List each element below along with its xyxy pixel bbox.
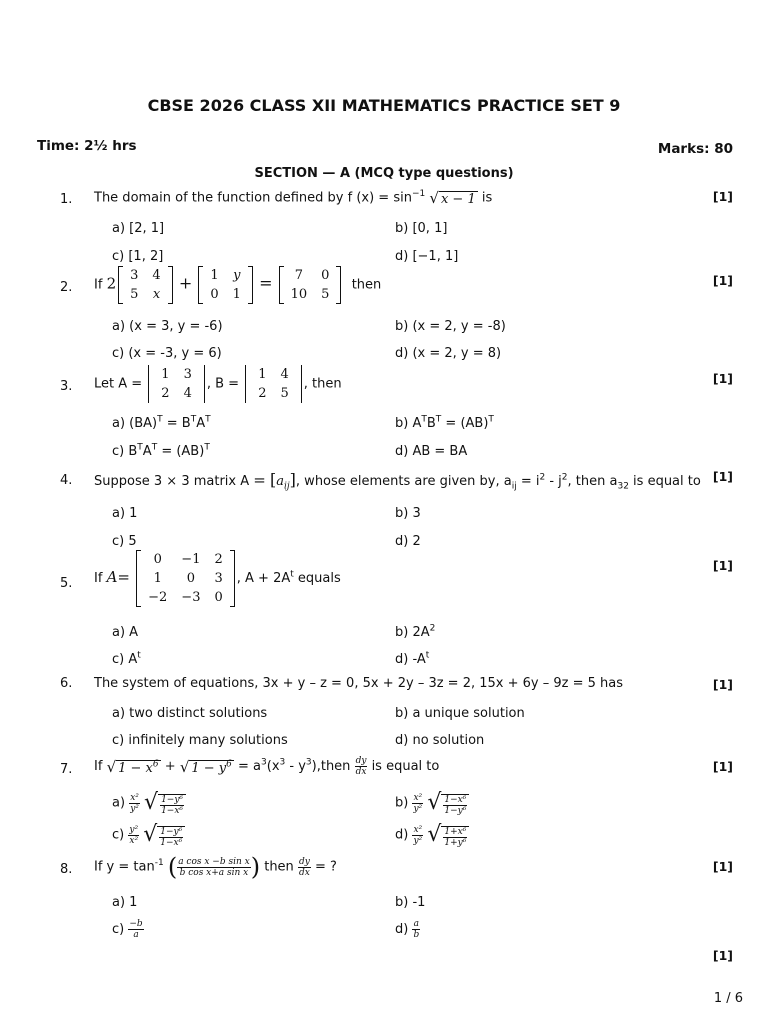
text: If: [94, 277, 103, 293]
sqrt-body: [189, 760, 234, 776]
question-text: Suppose 3 × 3 matrix $A = [a_{ij}]$, whose elements are given by, $a_{ij} = i^2 - j^2$, then $a_{32}$ is equal to: [94, 470, 701, 492]
denominator: 1+y⁶: [444, 838, 467, 848]
text: 1 − x: [118, 760, 153, 776]
page-number: 1 / 6: [713, 991, 743, 1006]
numerator: 1−x⁶: [444, 795, 467, 805]
matrix-3: [279, 266, 342, 304]
text: then: [351, 277, 382, 293]
cell: −1: [181, 552, 201, 567]
question-text: [94, 189, 492, 207]
question-text: [94, 756, 439, 777]
text: then: [264, 859, 294, 875]
option-c: c) (x = -3, y = 6): [112, 346, 222, 361]
option-c: c) 5: [112, 534, 137, 549]
mark: [1]: [712, 948, 733, 963]
text: 1 − y: [191, 760, 227, 776]
mark: [1]: [712, 558, 733, 573]
question-text: The system of equations, 3x + y – z = 0, 5x + 2y – 3z = 2, 15x + 6y – 9z = 5 has: [94, 676, 623, 691]
text: Let A =: [94, 376, 147, 392]
option-d: d) (x = 2, y = 8): [395, 346, 502, 361]
mark: [1]: [712, 677, 733, 692]
cell: 0: [210, 287, 219, 302]
option-d: d) 2: [395, 534, 421, 549]
denominator: dx: [298, 867, 310, 878]
option-d: [395, 919, 420, 940]
numerator: x²: [413, 792, 423, 803]
denominator: y²: [413, 803, 423, 814]
sqrt-expression: √ x − 1: [429, 189, 476, 207]
text: ),then: [311, 759, 351, 774]
question-number: 8.: [60, 862, 73, 877]
option-b: b) (x = 2, y = -8): [395, 319, 506, 334]
sqrt-expression: √ $\frac{\text{1+x⁶}}{\text{1+y⁶}}$: [427, 822, 469, 848]
text: = a: [233, 759, 262, 774]
denominator: dx: [355, 767, 367, 777]
option-b: b) $A^TB^T = (AB)^T$: [395, 414, 494, 431]
option-c: c) infinitely many solutions: [112, 733, 288, 748]
numerator: 1−y⁶: [161, 795, 184, 805]
denominator: y²: [413, 835, 423, 846]
numerator: 1−y⁶: [160, 827, 183, 837]
option-d: [395, 652, 429, 667]
question-text: [94, 550, 341, 607]
sqrt-expression: √ $\frac{\text{1−y⁶}}{\text{1−x⁶}}$: [144, 790, 186, 816]
derivative-fraction: [355, 756, 368, 777]
cell: 2: [161, 386, 170, 401]
fraction: [128, 919, 143, 940]
text: , whose elements are given by, a: [295, 474, 512, 489]
cell: y: [233, 268, 241, 283]
option-b: [395, 790, 469, 816]
mark: [1]: [712, 189, 733, 204]
sqrt-body: [157, 826, 185, 848]
text: - y: [285, 759, 306, 774]
superscript: 3: [305, 757, 312, 768]
operator: =: [117, 568, 130, 586]
option-c: c) [1, 2]: [112, 249, 164, 264]
cell: 0: [186, 571, 196, 586]
option-a: a) 1: [112, 506, 138, 521]
text: = ?: [314, 859, 337, 875]
cell: 4: [152, 268, 161, 283]
cell: −3: [181, 590, 201, 605]
text: 3 matrix A: [181, 474, 250, 489]
text: , A + 2A: [236, 571, 291, 586]
question-number: 3.: [60, 379, 73, 394]
option-c: c) $B^TA^T = (AB)^T$: [112, 442, 210, 459]
numerator: dy: [355, 756, 367, 766]
cell: 0: [153, 552, 162, 567]
superscript: 3: [279, 757, 286, 768]
fraction: [177, 857, 251, 878]
question-number: 1.: [60, 192, 73, 207]
text: d) -A: [395, 652, 426, 667]
option-a: a) $(BA)^T = B^TA^T$: [112, 414, 211, 431]
cell: 4: [280, 367, 289, 382]
option-a: a) 1: [112, 895, 138, 910]
numerator: x²: [130, 792, 139, 803]
text: , then: [303, 376, 342, 392]
superscript: t: [290, 569, 294, 580]
denominator: 1−x⁶: [161, 806, 184, 816]
cell: 5: [321, 287, 330, 302]
option-label: a): [112, 795, 126, 811]
question-number: 2.: [60, 280, 73, 295]
cell: 3: [183, 367, 192, 382]
text: - j: [545, 474, 562, 489]
question-number: 5.: [60, 576, 73, 591]
cell: 7: [294, 268, 304, 283]
option-d: d) AB = BA: [395, 444, 468, 459]
cell: 5: [130, 287, 139, 302]
fraction: [412, 793, 423, 814]
text: The domain of the function defined by f (x) = sin: [94, 190, 412, 206]
cell: 4: [183, 386, 192, 401]
question-number: 6.: [60, 676, 73, 691]
mark: [1]: [712, 759, 733, 774]
subscript: ij: [511, 481, 517, 492]
text: equals: [293, 571, 341, 586]
cell: 1: [232, 287, 241, 302]
text: is equal to: [628, 474, 701, 489]
page-title: CBSE 2026 CLASS XII MATHEMATICS PRACTICE SET 9: [147, 96, 621, 115]
matrix-2: [198, 266, 253, 304]
option-label: c): [112, 827, 125, 843]
sqrt-body: [158, 794, 186, 816]
option-a: a) (x = 3, y = -6): [112, 319, 223, 334]
option-label: d): [395, 827, 409, 843]
operator: =: [253, 471, 266, 489]
text: c) A: [112, 652, 138, 667]
cell: x: [152, 287, 161, 302]
cell: 5: [280, 386, 289, 401]
element: a: [276, 474, 284, 489]
option-b: b) a unique solution: [395, 706, 525, 721]
option-b: b) 3: [395, 506, 421, 521]
operator: ×: [166, 474, 178, 489]
mark: [1]: [712, 469, 733, 484]
option-d: d) [−1, 1]: [395, 249, 459, 264]
text: b) 2A: [395, 625, 430, 640]
matrix-1: [118, 266, 173, 304]
question-text: If $y = \tan^{-1}$ ( $\frac{\text{a cos x −b sin x}}{\text{b cos x+a sin x}}$ ) then $\frac{dy}{dx}$ = ?: [94, 853, 337, 881]
superscript: t: [425, 650, 430, 661]
text: b) A: [395, 416, 422, 431]
text: a) (BA): [112, 416, 158, 431]
option-d: [395, 822, 469, 848]
text: = i: [516, 474, 540, 489]
question-number: 7.: [60, 762, 73, 777]
option-label: d): [395, 922, 409, 937]
fraction: [412, 825, 423, 846]
text: , then a: [567, 474, 618, 489]
denominator: b: [413, 930, 420, 940]
cell: 1: [153, 571, 162, 586]
time-label: Time: 2½ hrs: [37, 138, 137, 154]
fraction: [129, 793, 140, 814]
sqrt-expression: √ $\frac{\text{1−y⁶}}{\text{1−x⁶}}$: [143, 822, 185, 848]
option-c: [112, 652, 141, 667]
option-c: [112, 822, 185, 848]
superscript: 6: [152, 759, 159, 770]
text: is equal to: [371, 759, 440, 774]
denominator: y²: [130, 803, 139, 814]
superscript: 6: [226, 759, 232, 770]
text: is: [481, 190, 493, 206]
subscript: 32: [617, 481, 629, 492]
option-a: [112, 790, 186, 816]
cell: 1: [161, 367, 170, 382]
fraction: [128, 825, 139, 846]
superscript: 2: [539, 472, 546, 483]
cell: 1: [210, 268, 219, 283]
option-a: a) two distinct solutions: [112, 706, 268, 721]
cell: −2: [148, 590, 168, 605]
numerator: y²: [129, 824, 139, 835]
denominator: 1−y⁶: [444, 806, 467, 816]
question-number: 4.: [60, 473, 73, 488]
operator: +: [178, 273, 193, 293]
option-a: a) A: [112, 625, 139, 640]
text: If: [94, 571, 103, 586]
numerator: a cos x −b sin x: [178, 856, 250, 867]
sqrt-body: [441, 794, 469, 816]
denominator: 1−x⁶: [160, 838, 183, 848]
section-heading: SECTION — A (MCQ type questions): [254, 166, 514, 181]
sqrt-expression: √ $\frac{\text{1−x⁶}}{\text{1−y⁶}}$: [427, 790, 469, 816]
sqrt-body: [441, 826, 469, 848]
option-b: [395, 625, 435, 640]
cell: 3: [214, 571, 223, 586]
question-text: [94, 365, 342, 403]
text: , B =: [206, 376, 244, 392]
option-b: b) [0, 1]: [395, 221, 448, 236]
cell: 10: [290, 287, 308, 302]
option-b: b) -1: [395, 895, 426, 910]
matrix-3x3: [136, 550, 235, 607]
derivative-fraction: [298, 857, 311, 878]
superscript: −1: [411, 189, 426, 200]
mark: [1]: [712, 273, 733, 288]
cell: 0: [321, 268, 330, 283]
marks-label: Marks: 80: [657, 141, 733, 157]
superscript: 2: [561, 472, 568, 483]
text: c) B: [112, 444, 138, 459]
superscript: 2: [429, 623, 436, 634]
option-label: c): [112, 922, 125, 937]
option-label: b): [395, 795, 409, 811]
sqrt-expression: √ $1 - x^6$: [106, 757, 159, 776]
numerator: dy: [298, 856, 310, 867]
numerator: 1+x⁶: [444, 827, 467, 837]
sqrt-expression: √ $1 - y^6$: [179, 757, 232, 776]
question-text: [94, 266, 381, 304]
mark: [1]: [712, 859, 733, 874]
superscript: 3: [261, 757, 267, 768]
denominator: a: [133, 930, 139, 940]
scalar: 2: [106, 274, 117, 293]
fraction: [412, 919, 420, 940]
denominator: b cos x+a sin x: [179, 867, 249, 878]
text: Suppose 3: [94, 474, 163, 489]
cell: 1: [258, 367, 267, 382]
superscript: t: [137, 650, 141, 661]
cell: 3: [130, 268, 139, 283]
numerator: x²: [413, 824, 423, 835]
superscript: -1: [154, 858, 164, 869]
determinant-a: [148, 365, 205, 403]
text: If: [94, 759, 103, 774]
numerator: a: [413, 919, 420, 929]
operator: =: [259, 273, 273, 293]
denominator: x²: [129, 835, 139, 846]
matrix-symbol: A: [106, 568, 118, 586]
option-c: [112, 919, 144, 940]
operator: +: [164, 759, 176, 774]
sqrt-body: [116, 760, 161, 776]
text: If y = tan: [94, 859, 155, 875]
text: (x: [266, 759, 280, 774]
determinant-b: [245, 365, 302, 403]
cell: 2: [258, 386, 267, 401]
mark: [1]: [712, 371, 733, 386]
subscript: ij: [284, 481, 290, 492]
option-a: a) [2, 1]: [112, 221, 165, 236]
option-d: d) no solution: [395, 733, 485, 748]
numerator: −b: [129, 919, 143, 929]
cell: 2: [214, 552, 223, 567]
sqrt-body: x − 1: [440, 192, 476, 207]
cell: 0: [214, 590, 223, 605]
